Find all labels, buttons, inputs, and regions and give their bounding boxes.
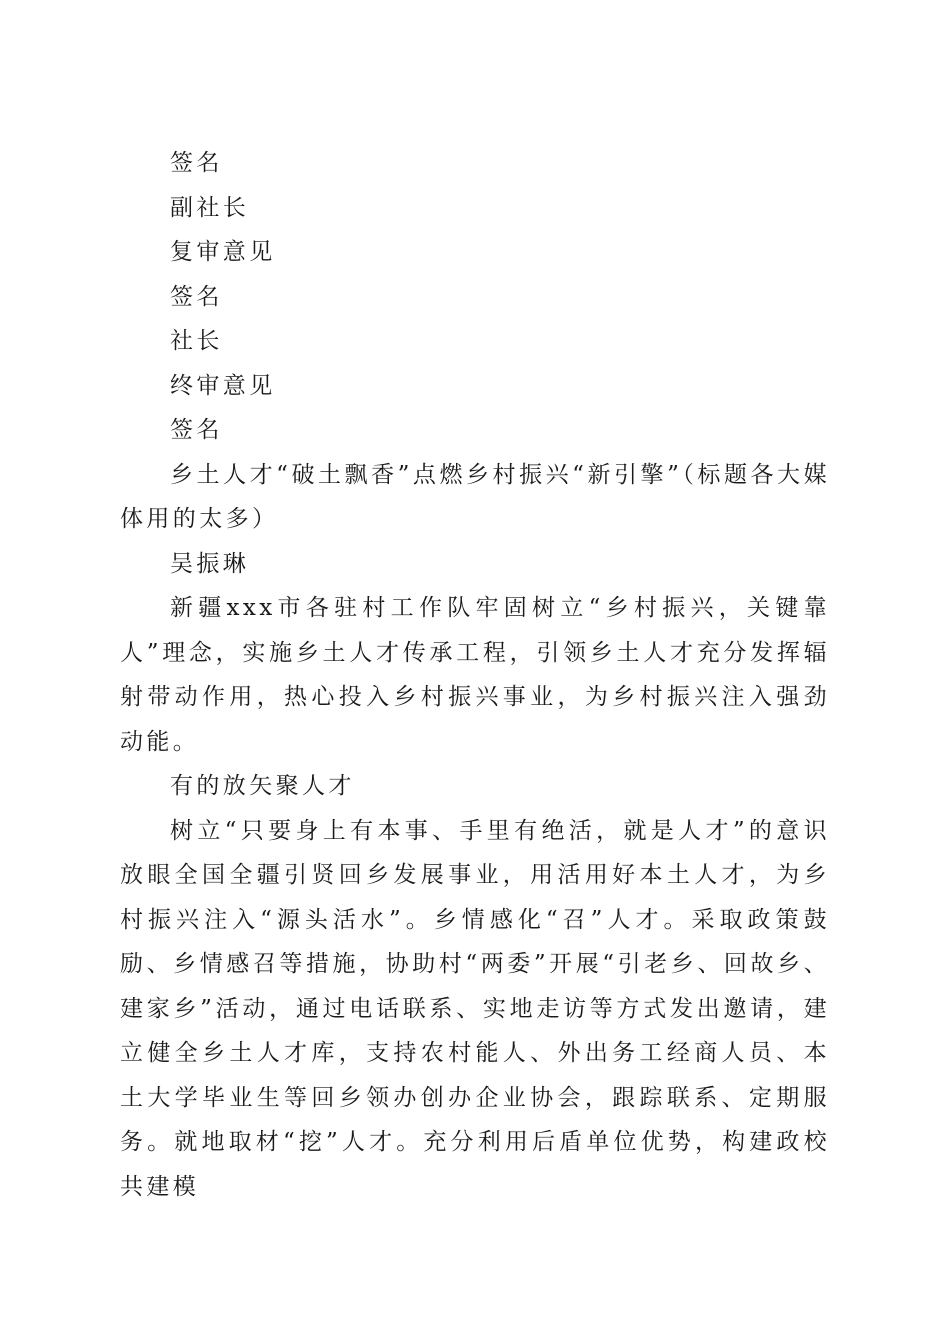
approval-line-president: 社长 <box>170 328 223 354</box>
approval-line-signature: 签名 <box>170 150 223 176</box>
article-title: 乡土人才“破土飘香”点燃乡村振兴“新引擎”（标题各大媒体用的太多） <box>120 461 830 532</box>
approval-line-signature: 签名 <box>170 417 223 443</box>
section-body-paragraph: 树立“只要身上有本事、手里有绝活，就是人才”的意识放眼全国全疆引贤回乡发展事业，用活用好本土人才，为乡村振兴注入“源头活水”。乡情感化“召”人才。采取政策鼓励、乡情感召等措施，协助村“两委”开展“引老乡、回故乡、建家乡”活动，通过电话联系、实地走访等方式发出邀请，建立健全乡土人才库，支持农村能人、外出务工经商人员、本土大学毕业生等回乡领办创办企业协会，跟踪联系、定期服务。就地取材“挖”人才。充分利用后盾单位优势，构建政校共建模 <box>120 817 830 1200</box>
document-body <box>120 141 830 1209</box>
article-author: 吴振琳 <box>170 550 250 577</box>
section-heading: 有的放矢聚人才 <box>170 773 355 799</box>
approval-line-second-review: 复审意见 <box>170 239 276 265</box>
approval-line-vice-president: 副社长 <box>170 194 250 221</box>
article-intro-paragraph: 新疆xxx市各驻村工作队牢固树立“乡村振兴，关键靠人”理念，实施乡土人才传承工程，引领乡土人才充分发挥辐射带动作用，热心投入乡村振兴事业，为乡村振兴注入强劲动能。 <box>120 595 830 755</box>
approval-line-signature: 签名 <box>170 283 223 310</box>
approval-line-final-review: 终审意见 <box>170 372 276 399</box>
